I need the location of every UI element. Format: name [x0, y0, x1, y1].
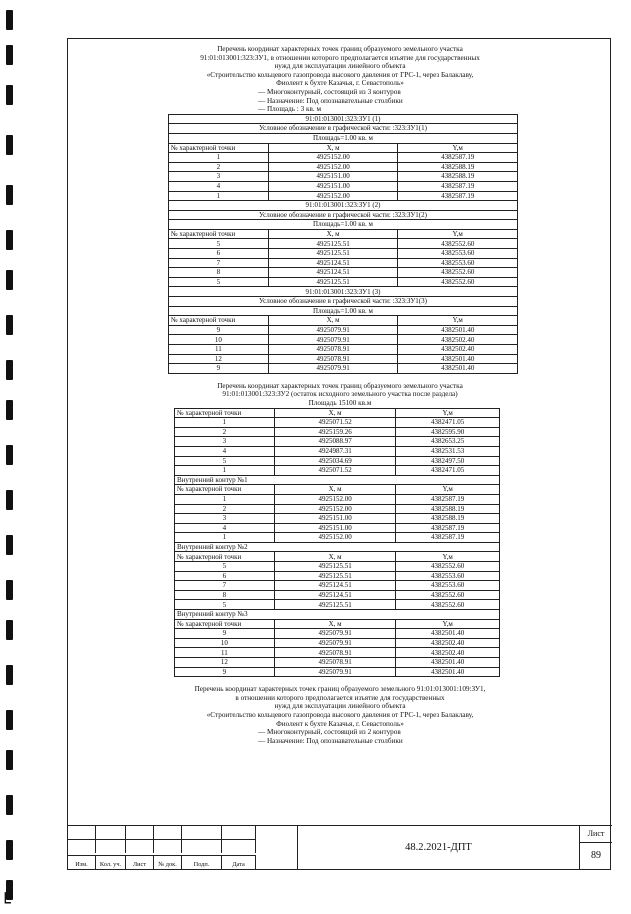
table-row — [175, 466, 500, 476]
heading-line: Перечень координат характерных точек границ образуемого земельного участка — [217, 381, 463, 390]
corner-mark: └ — [0, 893, 11, 914]
cell: 4382553.60 — [396, 581, 500, 591]
table-row — [169, 354, 518, 364]
cell: 4382501.40 — [398, 325, 518, 335]
cell: X, м — [274, 552, 396, 562]
cell: 7 — [175, 581, 275, 591]
cell: 4382595.90 — [396, 427, 500, 437]
cell: Y,м — [398, 143, 518, 153]
cell: 10 — [175, 638, 275, 648]
binding-hole — [6, 135, 13, 155]
header-row — [175, 485, 500, 495]
cell: 4382501.40 — [396, 658, 500, 668]
cell: 4925125.51 — [274, 571, 396, 581]
table-row — [175, 590, 500, 600]
table-row — [175, 456, 500, 466]
cell: 4382552.60 — [398, 277, 518, 287]
cell: 11 — [169, 345, 269, 355]
cell: 3 — [175, 437, 275, 447]
stamp-cell — [222, 825, 256, 839]
part-header: Площадь=1.00 кв. м — [169, 306, 518, 316]
cell: 4925152.00 — [268, 162, 398, 172]
cell: 4382588.19 — [396, 504, 500, 514]
binding-hole — [6, 10, 13, 30]
attribute-line: — Площадь : 3 кв. м — [258, 105, 322, 114]
cell: 4925125.51 — [268, 249, 398, 259]
cell: 4925151.00 — [274, 523, 396, 533]
stamp-label: Кол. уч. — [99, 861, 122, 868]
cell: X, м — [274, 619, 396, 629]
cell: 4382587.19 — [398, 153, 518, 163]
heading-line: в отношении которого предполагается изъятие для государственных — [235, 693, 445, 702]
cell: 4382501.40 — [398, 354, 518, 364]
cell: 4382553.60 — [398, 249, 518, 259]
cell: 4382471.05 — [396, 466, 500, 476]
table-row — [169, 239, 518, 249]
heading-line: 91:01:013001:323:ЗУ2 (остаток исходного земельного участка после раздела) — [222, 390, 458, 399]
binding-hole — [6, 360, 13, 380]
table-row — [169, 364, 518, 374]
cell: 4925079.91 — [274, 629, 396, 639]
cell: 4382471.05 — [396, 418, 500, 428]
inner-contour-label: Внутренний контур №2 — [175, 542, 500, 552]
cell: 4925152.00 — [274, 494, 396, 504]
cell: 9 — [175, 629, 275, 639]
cell: 4382587.19 — [396, 533, 500, 543]
cell: 4924987.31 — [274, 446, 396, 456]
cell: 4382552.60 — [396, 590, 500, 600]
table-row — [169, 172, 518, 182]
binding-hole — [6, 85, 13, 105]
stamp-cell — [222, 839, 256, 853]
stamp-cell — [154, 839, 182, 853]
cell: 4382587.19 — [396, 523, 500, 533]
heading-line: нужд для эксплуатации линейного объекта — [274, 702, 406, 711]
cell: X, м — [268, 229, 398, 239]
stamp-cell — [126, 825, 154, 839]
cell: 4382553.60 — [396, 571, 500, 581]
part-header: Условное обозначение в графической части: :323:ЗУ1(2) — [169, 210, 518, 220]
stamp-label: Дата — [232, 861, 245, 868]
cell: 4382552.60 — [396, 600, 500, 610]
inner-contour-label: Внутренний контур №3 — [175, 610, 500, 620]
stamp-gap — [256, 825, 298, 869]
stamp-label: № док. — [158, 861, 177, 868]
header-row — [169, 316, 518, 326]
table-row — [175, 494, 500, 504]
cell: 4925078.91 — [274, 658, 396, 668]
header-row — [169, 143, 518, 153]
title-block — [68, 825, 612, 869]
cell: 1 — [175, 494, 275, 504]
heading-line: «Строительство кольцевого газопровода высокого давления от ГРС-1, через Балаклаву, — [206, 70, 474, 79]
heading-line: Площадь 15100 кв.м — [308, 398, 372, 407]
cell: № характерной точки — [175, 408, 275, 418]
part-header: 91:01:013001:323:ЗУ1 (2) — [169, 201, 518, 211]
attribute-line: — Назначение: Под опознавательные столбики — [258, 736, 403, 745]
cell: 4925159.26 — [274, 427, 396, 437]
cell: 12 — [169, 354, 269, 364]
table-row — [169, 181, 518, 191]
table-row — [175, 600, 500, 610]
cell: 4382587.19 — [398, 191, 518, 201]
cell: № характерной точки — [169, 143, 269, 153]
stamp-label: Лист — [132, 861, 147, 868]
cell: 1 — [169, 153, 269, 163]
cell: № характерной точки — [169, 229, 269, 239]
table-row — [175, 581, 500, 591]
stamp-cell — [96, 825, 126, 839]
cell: 5 — [175, 456, 275, 466]
cell: 3 — [175, 514, 275, 524]
cell: 9 — [169, 364, 269, 374]
document-content — [68, 45, 612, 745]
cell: 6 — [175, 571, 275, 581]
cell: 4925078.91 — [268, 354, 398, 364]
cell: 4925125.51 — [274, 562, 396, 572]
coordinates-table — [168, 114, 518, 374]
cell: 4382502.40 — [398, 335, 518, 345]
stamp-label: Изм. — [75, 861, 88, 868]
document-code: 48.2.2021-ДПТ — [298, 825, 580, 869]
cell: 3 — [169, 172, 269, 182]
cell: Y,м — [396, 552, 500, 562]
cell: X, м — [274, 408, 396, 418]
sheet-number: 89 — [591, 850, 601, 861]
cell: 4382501.40 — [396, 667, 500, 677]
cell: X, м — [268, 143, 398, 153]
cell: 9 — [175, 667, 275, 677]
cell: 2 — [175, 504, 275, 514]
stamp-cell — [182, 839, 222, 853]
cell: Y,м — [396, 408, 500, 418]
header-row — [169, 229, 518, 239]
document-sheet — [67, 38, 611, 870]
table-row — [175, 562, 500, 572]
heading-line: 91:01:013001:323:ЗУ1, в отношении которого предполагается изъятие для государственных — [200, 53, 480, 62]
table-row — [169, 191, 518, 201]
binding-hole — [6, 315, 13, 335]
cell: 4925079.91 — [274, 638, 396, 648]
cell: X, м — [274, 485, 396, 495]
binding-hole — [6, 795, 13, 815]
binding-hole — [6, 445, 13, 465]
cell: 4925034.69 — [274, 456, 396, 466]
cell: № характерной точки — [175, 619, 275, 629]
table-row — [175, 648, 500, 658]
binding-hole — [6, 535, 13, 555]
cell: 4382588.19 — [396, 514, 500, 524]
cell: 4925151.00 — [274, 514, 396, 524]
table-row — [169, 268, 518, 278]
cell: 4382588.19 — [398, 172, 518, 182]
cell: 4925071.52 — [274, 418, 396, 428]
heading-line: нужд для эксплуатации линейного объекта — [274, 62, 406, 71]
cell: 4382587.19 — [398, 181, 518, 191]
cell: 4382552.60 — [398, 268, 518, 278]
binding-hole — [6, 185, 13, 205]
sheet-label: Лист — [580, 826, 612, 843]
cell: 5 — [169, 277, 269, 287]
cell: 4925125.51 — [268, 277, 398, 287]
cell: 4925124.51 — [268, 258, 398, 268]
binding-hole — [6, 400, 13, 420]
cell: 8 — [175, 590, 275, 600]
binding-hole — [6, 270, 13, 290]
table-row — [175, 629, 500, 639]
cell: 4925078.91 — [274, 648, 396, 658]
table-row — [169, 153, 518, 163]
table-row — [175, 446, 500, 456]
cell: Y,м — [398, 229, 518, 239]
table-row — [169, 325, 518, 335]
cell: X, м — [268, 316, 398, 326]
cell: № характерной точки — [175, 485, 275, 495]
cell: 4925088.97 — [274, 437, 396, 447]
cell: 5 — [175, 600, 275, 610]
cell: 4925124.51 — [268, 268, 398, 278]
stamp-label-cell — [182, 855, 222, 869]
cell: 1 — [169, 191, 269, 201]
cell: 9 — [169, 325, 269, 335]
binding-hole — [6, 620, 13, 640]
table-row — [175, 504, 500, 514]
cell: 4382502.40 — [396, 638, 500, 648]
stamp-cell — [96, 839, 126, 853]
table-row — [175, 514, 500, 524]
table-row — [169, 345, 518, 355]
cell: 4925124.51 — [274, 590, 396, 600]
part-header: 91:01:013001:323:ЗУ1 (3) — [169, 287, 518, 297]
header-row — [175, 552, 500, 562]
table-row — [169, 258, 518, 268]
stamp-label-cell — [126, 855, 154, 869]
cell: 4925152.00 — [274, 533, 396, 543]
cell: 4925079.91 — [268, 335, 398, 345]
cell: 4382497.50 — [396, 456, 500, 466]
table-row — [169, 335, 518, 345]
cell: Y,м — [396, 619, 500, 629]
heading-line: «Строительство кольцевого газопровода высокого давления от ГРС-1, через Балаклаву, — [206, 710, 474, 719]
part-header: 91:01:013001:323:ЗУ1 (1) — [169, 114, 518, 124]
stamp-label: Подп. — [193, 861, 210, 868]
stamp-cell — [68, 839, 96, 853]
stamp-label-cell — [96, 855, 126, 869]
heading-line: Фиолент к бухте Казачья, г. Севастополь» — [276, 79, 404, 88]
cell: № характерной точки — [169, 316, 269, 326]
table-row — [169, 162, 518, 172]
cell: 4382502.40 — [396, 648, 500, 658]
stamp-cell — [68, 825, 96, 839]
binding-hole — [6, 45, 13, 65]
cell: 4925071.52 — [274, 466, 396, 476]
cell: 2 — [169, 162, 269, 172]
cell: 1 — [175, 466, 275, 476]
binding-hole — [6, 230, 13, 250]
cell: 4925152.00 — [274, 504, 396, 514]
table-row — [175, 638, 500, 648]
cell: 4382502.40 — [398, 345, 518, 355]
cell: 4925124.51 — [274, 581, 396, 591]
binding-marks — [4, 0, 18, 905]
cell: 4925151.00 — [268, 172, 398, 182]
binding-hole — [6, 750, 13, 770]
heading-line: Перечень координат характерных точек границ образуемого земельного 91:01:013001:109:ЗУ1, — [194, 685, 486, 694]
cell: 4382552.60 — [396, 562, 500, 572]
coordinates-table — [174, 408, 500, 678]
cell: 4382588.19 — [398, 162, 518, 172]
cell: 4925151.00 — [268, 181, 398, 191]
cell: 6 — [169, 249, 269, 259]
stamp-label-cell — [68, 855, 96, 869]
inner-contour-label: Внутренний контур №1 — [175, 475, 500, 485]
cell: 4 — [175, 446, 275, 456]
attribute-line: — Многоконтурный, состоящий из 3 контуров — [258, 87, 401, 96]
cell: 10 — [169, 335, 269, 345]
table-row — [175, 658, 500, 668]
cell: 2 — [175, 427, 275, 437]
part-header: Площадь=1.00 кв. м — [169, 220, 518, 230]
stamp-label-cell — [154, 855, 182, 869]
table-row — [169, 277, 518, 287]
attribute-line: — Многоконтурный, состоящий из 2 контуров — [258, 728, 401, 737]
cell: 4 — [175, 523, 275, 533]
binding-hole — [6, 490, 13, 510]
sheet-number-box — [580, 825, 612, 869]
binding-hole — [6, 665, 13, 685]
cell: 4382531.53 — [396, 446, 500, 456]
part-header: Условное обозначение в графической части: :323:ЗУ1(3) — [169, 297, 518, 307]
cell: 4925125.51 — [268, 239, 398, 249]
table-row — [175, 523, 500, 533]
cell: 4382653.25 — [396, 437, 500, 447]
table-row — [175, 533, 500, 543]
binding-hole — [6, 580, 13, 600]
cell: 4382587.19 — [396, 494, 500, 504]
header-row — [175, 619, 500, 629]
cell: 4382553.60 — [398, 258, 518, 268]
part-header: Площадь=1.00 кв. м — [169, 133, 518, 143]
table-row — [175, 571, 500, 581]
stamp-label-cell — [222, 855, 256, 869]
attribute-line: — Назначение: Под опознавательные столбики — [258, 96, 403, 105]
table-row — [175, 667, 500, 677]
stamp-cell — [182, 825, 222, 839]
table-row — [175, 418, 500, 428]
cell: 4925079.91 — [274, 667, 396, 677]
cell: 5 — [169, 239, 269, 249]
cell: 4925152.00 — [268, 153, 398, 163]
heading-line: Перечень координат характерных точек границ образуемого земельного участка — [217, 45, 463, 53]
part-header: Условное обозначение в графической части: :323:ЗУ1(1) — [169, 124, 518, 134]
cell: 4925078.91 — [268, 345, 398, 355]
binding-hole — [6, 840, 13, 860]
table-row — [169, 249, 518, 259]
cell: 4382501.40 — [398, 364, 518, 374]
cell: 5 — [175, 562, 275, 572]
cell: 7 — [169, 258, 269, 268]
cell: 11 — [175, 648, 275, 658]
cell: Y,м — [396, 485, 500, 495]
cell: 4925079.91 — [268, 364, 398, 374]
cell: 4382501.40 — [396, 629, 500, 639]
cell: 1 — [175, 418, 275, 428]
cell: 4 — [169, 181, 269, 191]
table-row — [175, 427, 500, 437]
stamp-cell — [126, 839, 154, 853]
cell: 4925152.00 — [268, 191, 398, 201]
cell: 4925079.91 — [268, 325, 398, 335]
cell: 4925125.51 — [274, 600, 396, 610]
header-row — [175, 408, 500, 418]
cell: 12 — [175, 658, 275, 668]
binding-hole — [6, 710, 13, 730]
stamp-cell — [154, 825, 182, 839]
heading-line: Фиолент к бухте Казачья, г. Севастополь» — [276, 719, 404, 728]
cell: Y,м — [398, 316, 518, 326]
cell: 8 — [169, 268, 269, 278]
table-row — [175, 437, 500, 447]
cell: № характерной точки — [175, 552, 275, 562]
cell: 4382552.60 — [398, 239, 518, 249]
cell: 1 — [175, 533, 275, 543]
